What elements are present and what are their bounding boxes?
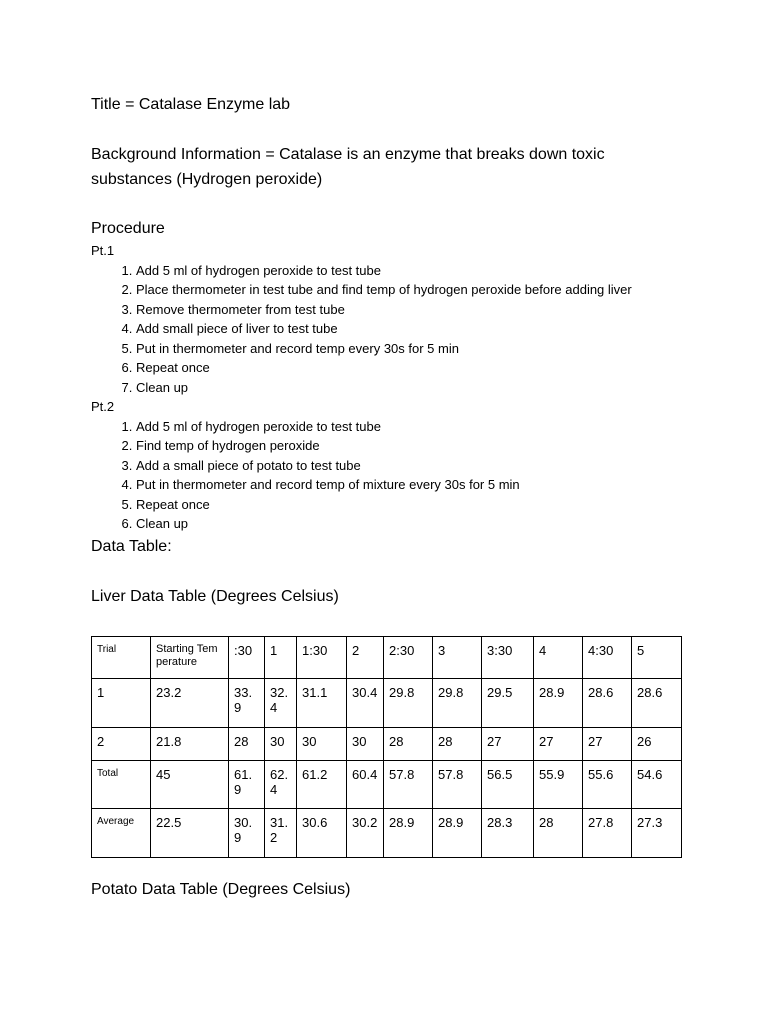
table-row — [92, 809, 682, 858]
table-row — [92, 761, 682, 809]
table-cell: 22.5 — [151, 809, 229, 858]
table-cell: 1 — [92, 679, 151, 728]
table-cell: 57.8 — [433, 761, 482, 809]
table-cell: 28.9 — [534, 679, 583, 728]
table-cell: 54.6 — [632, 761, 682, 809]
table-cell: 2 — [347, 637, 384, 679]
table-cell: Trial — [92, 637, 151, 679]
table-cell: Starting Temperature — [151, 637, 229, 679]
list-item: 2. Find temp of hydrogen peroxide — [136, 436, 691, 456]
table-cell: 29.8 — [384, 679, 433, 728]
document-page — [91, 90, 691, 609]
table-cell: 45 — [151, 761, 229, 809]
table-cell: 27 — [482, 728, 534, 761]
table-cell: 30 — [297, 728, 347, 761]
table-cell: 28.9 — [384, 809, 433, 858]
table-cell: 30.4 — [347, 679, 384, 728]
background-information: Background Information = Catalase is an enzyme that breaks down toxic substances (Hydrogen peroxide) — [91, 146, 605, 188]
list-item: 1. Add 5 ml of hydrogen peroxide to test tube — [136, 261, 691, 281]
potato-table-heading: Potato Data Table (Degrees Celsius) — [91, 881, 351, 898]
table-row — [92, 679, 682, 728]
table-cell: 1:30 — [297, 637, 347, 679]
table-cell: 27 — [534, 728, 583, 761]
table-header-row — [92, 637, 682, 679]
table-cell: 61.9 — [229, 761, 265, 809]
liver-table-heading: Liver Data Table (Degrees Celsius) — [91, 587, 339, 605]
part-1-label: Pt.1 — [91, 243, 115, 258]
table-cell: 55.6 — [583, 761, 632, 809]
part-1-steps — [91, 261, 691, 398]
table-cell: 3:30 — [482, 637, 534, 679]
table-cell: 57.8 — [384, 761, 433, 809]
table-cell: 30 — [265, 728, 297, 761]
table-cell: 27.8 — [583, 809, 632, 858]
table-cell: 2:30 — [384, 637, 433, 679]
table-cell: Average — [92, 809, 151, 858]
table-cell: 21.8 — [151, 728, 229, 761]
list-item: 5. Repeat once — [136, 495, 691, 515]
table-cell: 29.5 — [482, 679, 534, 728]
table-cell: 30.6 — [297, 809, 347, 858]
table-cell: Total — [92, 761, 151, 809]
liver-data-table — [91, 636, 682, 858]
table-cell: 3 — [433, 637, 482, 679]
table-cell: 28.6 — [632, 679, 682, 728]
table-cell: 29.8 — [433, 679, 482, 728]
table-cell: :30 — [229, 637, 265, 679]
table-cell: 5 — [632, 637, 682, 679]
table-cell: 55.9 — [534, 761, 583, 809]
table-cell: 62.4 — [265, 761, 297, 809]
table-cell: 56.5 — [482, 761, 534, 809]
table-cell: 33.9 — [229, 679, 265, 728]
table-cell: 27.3 — [632, 809, 682, 858]
table-cell: 28 — [384, 728, 433, 761]
list-item: 5. Put in thermometer and record temp every 30s for 5 min — [136, 339, 691, 359]
table-cell: 32.4 — [265, 679, 297, 728]
procedure-heading: Procedure — [91, 220, 165, 237]
list-item: 3. Remove thermometer from test tube — [136, 300, 691, 320]
data-table-heading: Data Table: — [91, 537, 172, 555]
table-cell: 26 — [632, 728, 682, 761]
list-item: 7. Clean up — [136, 378, 691, 398]
table-cell: 61.2 — [297, 761, 347, 809]
part-2-label: Pt.2 — [91, 399, 115, 414]
table-cell: 30 — [347, 728, 384, 761]
list-item: 1. Add 5 ml of hydrogen peroxide to test tube — [136, 417, 691, 437]
table-cell: 27 — [583, 728, 632, 761]
table-cell: 28.6 — [583, 679, 632, 728]
table-cell: 28 — [433, 728, 482, 761]
table-cell: 30.9 — [229, 809, 265, 858]
part-2-steps — [91, 417, 691, 534]
table-cell: 28 — [534, 809, 583, 858]
list-item: 6. Repeat once — [136, 358, 691, 378]
title-line: Title = Catalase Enzyme lab — [91, 96, 291, 113]
table-cell: 4 — [534, 637, 583, 679]
list-item: 2. Place thermometer in test tube and find temp of hydrogen peroxide before adding liver — [136, 280, 691, 300]
list-item: 3. Add a small piece of potato to test tube — [136, 456, 691, 476]
table-cell: 2 — [92, 728, 151, 761]
table-cell: 31.1 — [297, 679, 347, 728]
table-cell: 31.2 — [265, 809, 297, 858]
table-cell: 28.9 — [433, 809, 482, 858]
list-item: 4. Put in thermometer and record temp of mixture every 30s for 5 min — [136, 475, 691, 495]
table-row — [92, 728, 682, 761]
table-cell: 28.3 — [482, 809, 534, 858]
list-item: 4. Add small piece of liver to test tube — [136, 319, 691, 339]
table-cell: 28 — [229, 728, 265, 761]
table-cell: 60.4 — [347, 761, 384, 809]
table-cell: 23.2 — [151, 679, 229, 728]
list-item: 6. Clean up — [136, 514, 691, 534]
table-cell: 1 — [265, 637, 297, 679]
table-cell: 30.2 — [347, 809, 384, 858]
table-cell: 4:30 — [583, 637, 632, 679]
